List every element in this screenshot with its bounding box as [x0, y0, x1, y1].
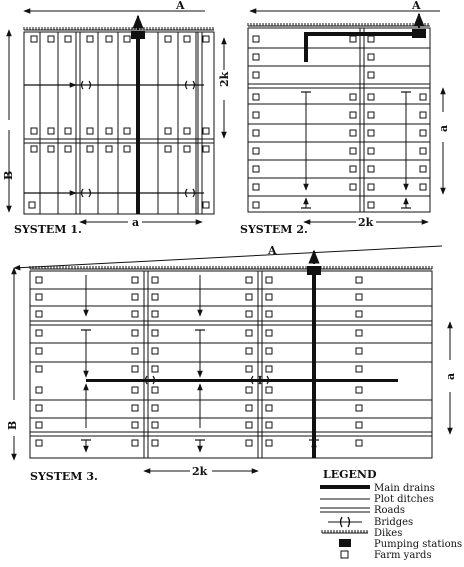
system-3-farm-yard [266, 387, 272, 393]
system-3-layout [6, 244, 457, 483]
system-3-farm-yard [132, 405, 138, 411]
system-1-farm-yard [31, 146, 37, 152]
system-3-pumping-station [307, 266, 321, 275]
system-2-farm-yard [420, 184, 426, 190]
system-3-dimension-b-label: B [6, 420, 19, 430]
system-1-farm-yard [48, 36, 54, 42]
system-3-farm-yard [266, 277, 272, 283]
system-3-farm-yard [356, 440, 362, 446]
legend-pumping-station-symbol [339, 539, 351, 547]
system-3-farm-yard [356, 387, 362, 393]
system-1-farm-yard [87, 36, 93, 42]
system-1-fields [24, 32, 214, 214]
system-2-pumping-station [412, 29, 426, 38]
system-2-farm-yard [350, 130, 356, 136]
system-1-farm-yard [184, 146, 190, 152]
system-3-main-drain-vertical [312, 272, 316, 458]
legend-plot-ditch-label: Plot ditches [374, 494, 434, 505]
system-3-farm-yard [152, 348, 158, 354]
system-3-farm-yard [132, 440, 138, 446]
system-2-farm-yard [253, 166, 259, 172]
system-3-farm-yard [152, 277, 158, 283]
system-1-farm-yard [48, 128, 54, 134]
system-3-farm-yard [246, 405, 252, 411]
system-3-farm-yard [246, 422, 252, 428]
system-1-farm-yard [203, 36, 209, 42]
system-3-farm-yard [132, 348, 138, 354]
system-1-label: SYSTEM 1. [14, 223, 82, 236]
system-1-farm-yard [203, 128, 209, 134]
system-3-boundary [30, 271, 432, 458]
system-3-farm-yard [152, 440, 158, 446]
system-2-farm-yard [420, 130, 426, 136]
system-1-main-drain [136, 36, 140, 214]
system-3-farm-yard [36, 440, 42, 446]
system-1-farm-yard [184, 36, 190, 42]
system-2-farm-yard [253, 112, 259, 118]
system-3-farm-yard [36, 294, 42, 300]
system-3-dimension-a-label: a [444, 372, 457, 380]
system-3-farm-yard [266, 440, 272, 446]
system-2-boundary [248, 28, 430, 212]
system-1-dimension-2k-label: 2k [218, 71, 231, 87]
system-3-farm-yard [36, 387, 42, 393]
system-3-plot-ditches [81, 275, 319, 452]
system-1-dimension-a-label: a [132, 216, 140, 229]
legend-road-label: Roads [374, 505, 406, 516]
system-3-farm-yard [356, 405, 362, 411]
system-2-farm-yard [253, 148, 259, 154]
system-3-farm-yard [356, 330, 362, 336]
system-3-farm-yard [152, 405, 158, 411]
system-2-farm-yard [253, 54, 259, 60]
system-2-dimension-2k-label: 2k [358, 216, 374, 229]
system-3-farm-yard [266, 405, 272, 411]
system-3-farm-yard [132, 330, 138, 336]
system-3-dimension-a-upper-arrow [14, 246, 442, 268]
system-2-farm-yard [350, 36, 356, 42]
system-2-dimension-a-label: a [437, 124, 450, 132]
system-3-fields [30, 271, 432, 458]
system-1-farm-yard [48, 146, 54, 152]
system-3-farm-yard [36, 311, 42, 317]
system-2-farm-yard [350, 94, 356, 100]
system-3-farm-yard [246, 348, 252, 354]
system-3-farm-yard [246, 366, 252, 372]
system-2-farm-yard [368, 202, 374, 208]
system-1-farm-yard [65, 36, 71, 42]
system-3-farm-yard [356, 294, 362, 300]
system-2-farm-yard [420, 94, 426, 100]
system-3-dimension-2k-label: 2k [192, 465, 208, 478]
system-3-farm-yard [266, 422, 272, 428]
system-2-farm-yard [368, 130, 374, 136]
system-3-farm-yard [356, 422, 362, 428]
system-2-layout [240, 0, 450, 236]
system-3-farm-yard [246, 330, 252, 336]
system-1-farm-yard [165, 36, 171, 42]
system-3-farm-yard [246, 277, 252, 283]
system-2-farm-yard [368, 112, 374, 118]
system-3-farm-yard [266, 348, 272, 354]
system-2-farm-yard [368, 94, 374, 100]
system-2-farm-yard [420, 112, 426, 118]
system-2-farm-yard [350, 166, 356, 172]
system-1-farm-yard [106, 36, 112, 42]
system-2-farm-yard [368, 184, 374, 190]
system-2-dikes [248, 23, 430, 26]
system-3-farm-yard [152, 311, 158, 317]
system-1-farm-yard [124, 128, 130, 134]
system-3-farm-yard [356, 366, 362, 372]
system-2-dimension-a-upper-label: A [412, 0, 421, 12]
system-3-farm-yard [152, 422, 158, 428]
system-2-farm-yard [420, 148, 426, 154]
system-2-farm-yard [350, 112, 356, 118]
system-2-farm-yard [350, 184, 356, 190]
system-2-farm-yard [253, 72, 259, 78]
system-1-farm-yard [124, 36, 130, 42]
system-3-farm-yard [36, 330, 42, 336]
system-3-farm-yard [152, 366, 158, 372]
system-1-farm-yard [65, 128, 71, 134]
system-2-farm-yard [253, 130, 259, 136]
legend [320, 468, 462, 561]
legend-pumping-station-label: Pumping stations [374, 539, 463, 550]
system-1-farm-yard [165, 128, 171, 134]
system-2-farm-yard [368, 54, 374, 60]
system-3-farm-yard [246, 387, 252, 393]
legend-dike-label: Dikes [374, 528, 403, 539]
system-3-farm-yard [266, 366, 272, 372]
system-1-farm-yard [31, 128, 37, 134]
system-1-layout [2, 0, 231, 236]
legend-bridge-label: Bridges [374, 517, 414, 528]
system-3-farm-yard [132, 366, 138, 372]
system-2-farm-yard [253, 94, 259, 100]
system-2-farm-yard [368, 148, 374, 154]
legend-farm-yard-symbol [341, 551, 348, 558]
system-1-farm-yard [203, 146, 209, 152]
system-3-dimension-a-upper-label: A [268, 244, 277, 257]
system-1-farm-yard [106, 128, 112, 134]
system-2-farm-yards [253, 36, 426, 208]
system-1-dimension-b-label: B [2, 170, 15, 180]
system-3-farm-yard [36, 366, 42, 372]
legend-dike-symbol [322, 530, 368, 533]
system-2-farm-yard [253, 202, 259, 208]
system-3-farm-yard [356, 311, 362, 317]
system-2-farm-yard [368, 166, 374, 172]
system-3-dikes [30, 266, 432, 269]
system-1-dikes [24, 27, 214, 30]
system-3-farm-yard [36, 422, 42, 428]
system-3-farm-yard [246, 440, 252, 446]
system-3-label: SYSTEM 3. [30, 470, 98, 483]
system-2-farm-yard [368, 36, 374, 42]
system-2-farm-yard [253, 36, 259, 42]
system-3-farm-yard [152, 330, 158, 336]
system-1-farm-yard [203, 202, 209, 208]
system-3-farm-yard [356, 277, 362, 283]
system-3-farm-yard [132, 311, 138, 317]
system-1-farm-yard [87, 146, 93, 152]
system-3-farm-yard [36, 348, 42, 354]
system-3-farm-yard [132, 422, 138, 428]
system-3-farm-yard [246, 311, 252, 317]
system-1-farm-yard [165, 146, 171, 152]
system-3-farm-yard [266, 294, 272, 300]
system-3-main-drain-horizontal [86, 379, 398, 382]
system-1-farm-yard [65, 146, 71, 152]
system-3-farm-yard [132, 277, 138, 283]
system-3-farm-yard [152, 387, 158, 393]
system-2-farm-yard [420, 166, 426, 172]
system-3-farm-yard [36, 405, 42, 411]
system-3-farm-yard [266, 330, 272, 336]
system-2-fields [248, 28, 430, 212]
system-1-farm-yard [31, 36, 37, 42]
system-3-farm-yard [36, 277, 42, 283]
system-1-farm-yard [87, 128, 93, 134]
system-1-farm-yard [106, 146, 112, 152]
system-3-roads [30, 271, 432, 458]
system-1-farm-yard [184, 128, 190, 134]
system-3-farm-yard [356, 348, 362, 354]
system-1-roads [24, 32, 214, 214]
system-1-boundary [24, 32, 214, 214]
legend-main-drain-label: Main drains [374, 483, 435, 494]
legend-title: LEGEND [323, 468, 377, 481]
system-2-farm-yard [253, 184, 259, 190]
system-2-roads [248, 28, 430, 212]
system-1-pumping-station [131, 31, 145, 39]
system-3-farm-yard [246, 294, 252, 300]
system-1-farm-yards [29, 36, 209, 208]
system-1-farm-yard [29, 202, 35, 208]
system-2-farm-yard [350, 148, 356, 154]
system-1-dimension-a-upper-label: A [176, 0, 185, 12]
system-2-label: SYSTEM 2. [240, 223, 308, 236]
system-3-farm-yard [132, 387, 138, 393]
system-2-farm-yard [368, 72, 374, 78]
system-1-farm-yard [124, 146, 130, 152]
system-3-farm-yard [132, 294, 138, 300]
system-3-farm-yard [152, 294, 158, 300]
system-3-farm-yard [266, 311, 272, 317]
legend-main-drain-symbol [320, 485, 370, 489]
legend-farm-yard-label: Farm yards [374, 550, 432, 561]
